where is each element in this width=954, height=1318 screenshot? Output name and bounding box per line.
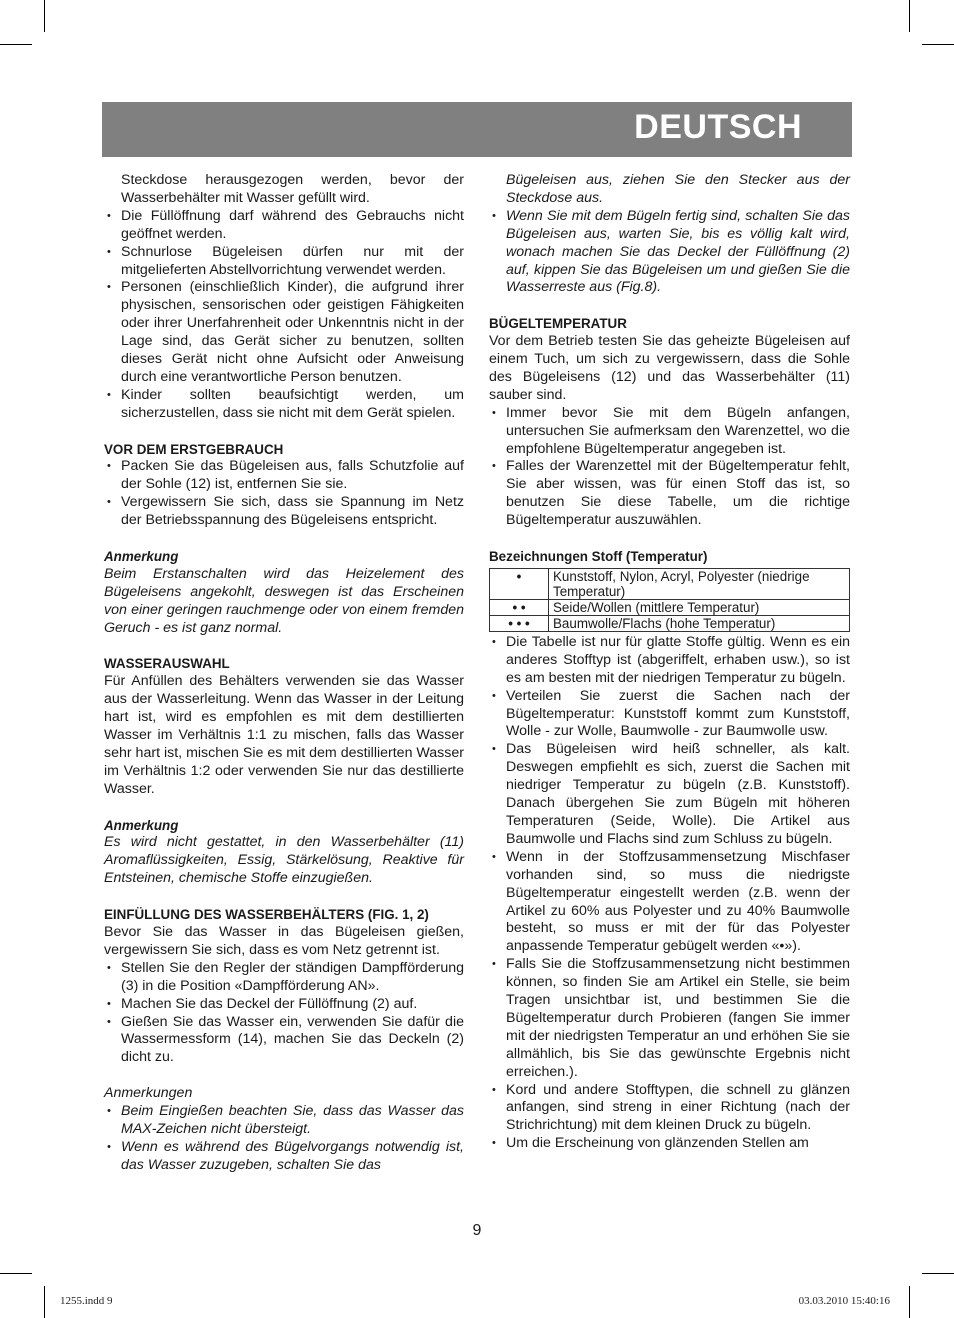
left-column xyxy=(104,172,464,1175)
list-item: • Wenn in der Stoffzusammensetzung Mischfaser vorhanden sind, so muss die niedrigste Bügeltemperatur eingestellt werden (z.B. wenn der Artikel zu 60% aus Polyester und zu 40% Baumwolle besteht, so muss er mit der für das Polyester anpassende Temperatur gebügelt werden «•»). xyxy=(489,849,850,956)
right-column xyxy=(489,172,850,1153)
paragraph: Bevor Sie das Wasser in das Bügeleisen gießen, vergewissern Sie sich, dass es vom Netz getrennt ist. xyxy=(104,923,464,958)
list-item: • Die Tabelle ist nur für glatte Stoffe gültig. Wenn es ein anderes Stofftyp ist (abgeriffelt, erhaben usw.), so ist es am besten mit der niedrigen Temperatur zu bügeln. xyxy=(489,634,850,688)
list-item: • Die Füllöffnung darf während des Gebrauchs nicht geöffnet werden. xyxy=(104,208,464,244)
notes-title: Anmerkungen xyxy=(104,1085,193,1102)
first-use-list xyxy=(104,458,464,530)
list-item: • Wenn es während des Bügelvorgangs notwendig ist, das Wasser zuzugeben, schalten Sie das xyxy=(104,1139,464,1175)
fabric-label: Baumwolle/Flachs (hohe Temperatur) xyxy=(549,615,850,631)
list-item: • Verteilen Sie zuerst die Sachen nach der Bügeltemperatur: Kunststoff kommt zum Kunststoff, Wolle - zur Wolle, Baumwolle - zur Baumwolle usw. xyxy=(489,688,850,742)
after-use-list xyxy=(489,208,850,298)
continued-text: Steckdose herausgezogen werden, bevor der Wasserbehälter mit Wasser gefüllt wird. xyxy=(121,172,464,206)
list-item: • Kinder sollten beaufsichtigt werden, um sicherzustellen, dass sie nicht mit dem Gerät spielen. xyxy=(104,387,464,423)
ironing-tips-list xyxy=(489,634,850,1153)
fabric-temperature-table xyxy=(489,568,850,632)
list-item: • Personen (einschließlich Kinder), die aufgrund ihrer physischen, sensorischen oder geistigen Fähigkeiten oder ihrer Unerfahrenheit oder Unkenntnis nicht in der Lage sind, das Gerät sicher zu benutzen, sollten dieses Gerät nicht ohne Aufsicht oder Anweisung durch eine verantwortliche Person benutzen. xyxy=(104,279,464,386)
list-item: • Falles der Warenzettel mit der Bügeltemperatur fehlt, Sie aber wissen, was für einen Stoff das ist, so benutzen Sie diese Tabelle, um die richtige Bügeltemperatur auszuwählen. xyxy=(489,458,850,530)
crop-mark xyxy=(922,44,954,45)
crop-mark xyxy=(909,0,910,32)
paragraph: Für Anfüllen des Behälters verwenden sie das Wasser aus der Wasserleitung. Wenn das Wasser in der Leitung hart ist, wird es empfohlen es mit dem destillierten Wasser im Verhältnis 1:1 zu mischen, falls das Wasser sehr hart ist, mischen Sie es mit dem destillierten Wasser im Verhältnis 1:2 oder verwenden Sie nur das destillierte Wasser. xyxy=(104,673,464,797)
paragraph: Vor dem Betrieb testen Sie das geheizte Bügeleisen auf einem Tuch, um sich zu vergewissern, dass die Sohle des Bügeleisens (12) und das Wasserbehälter (11) sauber sind. xyxy=(489,333,850,403)
footer-date: 03.03.2010 15:40:16 xyxy=(798,1295,890,1307)
list-item: • Beim Eingießen beachten Sie, dass das Wasser das MAX-Zeichen nicht übersteigt. xyxy=(104,1103,464,1139)
list-item: • Gießen Sie das Wasser ein, verwenden Sie dafür die Wassermessform (14), machen Sie das Deckeln (2) dicht zu. xyxy=(104,1014,464,1068)
table-row xyxy=(490,568,850,599)
notes-list xyxy=(104,1103,464,1175)
crop-mark xyxy=(0,1273,32,1274)
section-heading: EINFÜLLUNG DES WASSERBEHÄLTERS (FIG. 1, 2) xyxy=(104,907,429,923)
temperature-dots: • • • xyxy=(490,615,549,631)
note-title: Anmerkung xyxy=(104,549,179,564)
section-heading: BÜGELTEMPERATUR xyxy=(489,316,627,332)
table-row xyxy=(490,615,850,631)
page-title: DEUTSCH xyxy=(634,108,802,146)
crop-mark xyxy=(922,1273,954,1274)
footer-file: 1255.indd 9 xyxy=(60,1295,113,1307)
note-text: Beim Erstanschalten wird das Heizelement des Bügeleisens angekohlt, deswegen ist das Erscheinen von einer geringen rauchmenge oder von einem fremden Geruch - es ist ganz normal. xyxy=(104,565,464,636)
crop-mark xyxy=(909,1286,910,1318)
list-item: • Stellen Sie den Regler der ständigen Dampfförderung (3) in die Position «Dampfförderung AN». xyxy=(104,960,464,996)
list-item: • Vergewissern Sie sich, dass sie Spannung im Netz der Betriebsspannung des Bügeleisens entspricht. xyxy=(104,494,464,530)
table-row xyxy=(490,599,850,615)
temperature-dots: • • xyxy=(490,599,549,615)
crop-mark xyxy=(0,44,32,45)
safety-list xyxy=(104,208,464,423)
page-number: 9 xyxy=(472,1222,482,1239)
note-text: Es wird nicht gestattet, in den Wasserbehälter (11) Aromaflüssigkeiten, Essig, Stärkelösung, Reaktive für Entsteinen, chemische Stoffe einzugießen. xyxy=(104,834,464,887)
table-heading: Bezeichnungen Stoff (Temperatur) xyxy=(489,549,708,564)
temperature-list xyxy=(489,405,850,530)
list-item: • Packen Sie das Bügeleisen aus, falls Schutzfolie auf der Sohle (12) ist, entfernen Sie sie. xyxy=(104,458,464,494)
fabric-label: Seide/Wollen (mittlere Temperatur) xyxy=(549,599,850,615)
list-item: • Wenn Sie mit dem Bügeln fertig sind, schalten Sie das Bügeleisen aus, warten Sie, bis es völlig kalt wird, wonach machen Sie das Deckel der Füllöffnung (2) auf, kippen Sie das Bügeleisen um und gießen Sie die Wasserreste aus (Fig.8). xyxy=(489,208,850,298)
list-item: • Um die Erscheinung von glänzenden Stellen am xyxy=(489,1135,850,1153)
list-item: • Das Bügeleisen wird heiß schneller, als kalt. Deswegen empfiehlt es sich, zuerst die Sachen mit niedriger Temperatur zu bügeln (z.B. Kunststoff). Danach übergehen Sie zum Bügeln mit höheren Temperaturen (Seide, Wolle). Die Artikel aus Baumwolle und Flachs sind zum Schluss zu bügeln. xyxy=(489,741,850,848)
list-item: • Falls Sie die Stoffzusammensetzung nicht bestimmen können, so finden Sie am Artikel ein Stelle, sie beim Tragen unsichtbar ist, und bestimmen Sie die Bügeltemperatur durch Probieren (fangen Sie immer mit der niedrigsten Temperatur an und erhöhen Sie sie allmählich, bis Sie das gewünschte Ergebnis nicht erreichen.). xyxy=(489,956,850,1081)
fill-list xyxy=(104,960,464,1067)
language-banner xyxy=(102,102,852,157)
list-item: • Kord und andere Stofftypen, die schnell zu glänzen anfangen, sind streng in einer Richtung (nach der Strichrichtung) mit dem kleinen Druck zu bügeln. xyxy=(489,1082,850,1136)
continued-text: Bügeleisen aus, ziehen Sie den Stecker aus der Steckdose aus. xyxy=(506,172,850,206)
list-item: • Immer bevor Sie mit dem Bügeln anfangen, untersuchen Sie aufmerksam den Warenzettel, wo die empfohlene Bügeltemperatur angegeben ist. xyxy=(489,405,850,459)
list-item: • Machen Sie das Deckel der Füllöffnung (2) auf. xyxy=(104,996,464,1014)
fabric-label: Kunststoff, Nylon, Acryl, Polyester (niedrige Temperatur) xyxy=(549,568,850,599)
note-title: Anmerkung xyxy=(104,817,179,833)
list-item: • Schnurlose Bügeleisen dürfen nur mit der mitgelieferten Abstellvorrichtung verwendet werden. xyxy=(104,244,464,280)
crop-mark xyxy=(44,0,45,32)
crop-mark xyxy=(44,1286,45,1318)
temperature-dots: • xyxy=(490,568,549,599)
section-heading: VOR DEM ERSTGEBRAUCH xyxy=(104,441,284,457)
section-heading: WASSERAUSWAHL xyxy=(104,656,230,672)
